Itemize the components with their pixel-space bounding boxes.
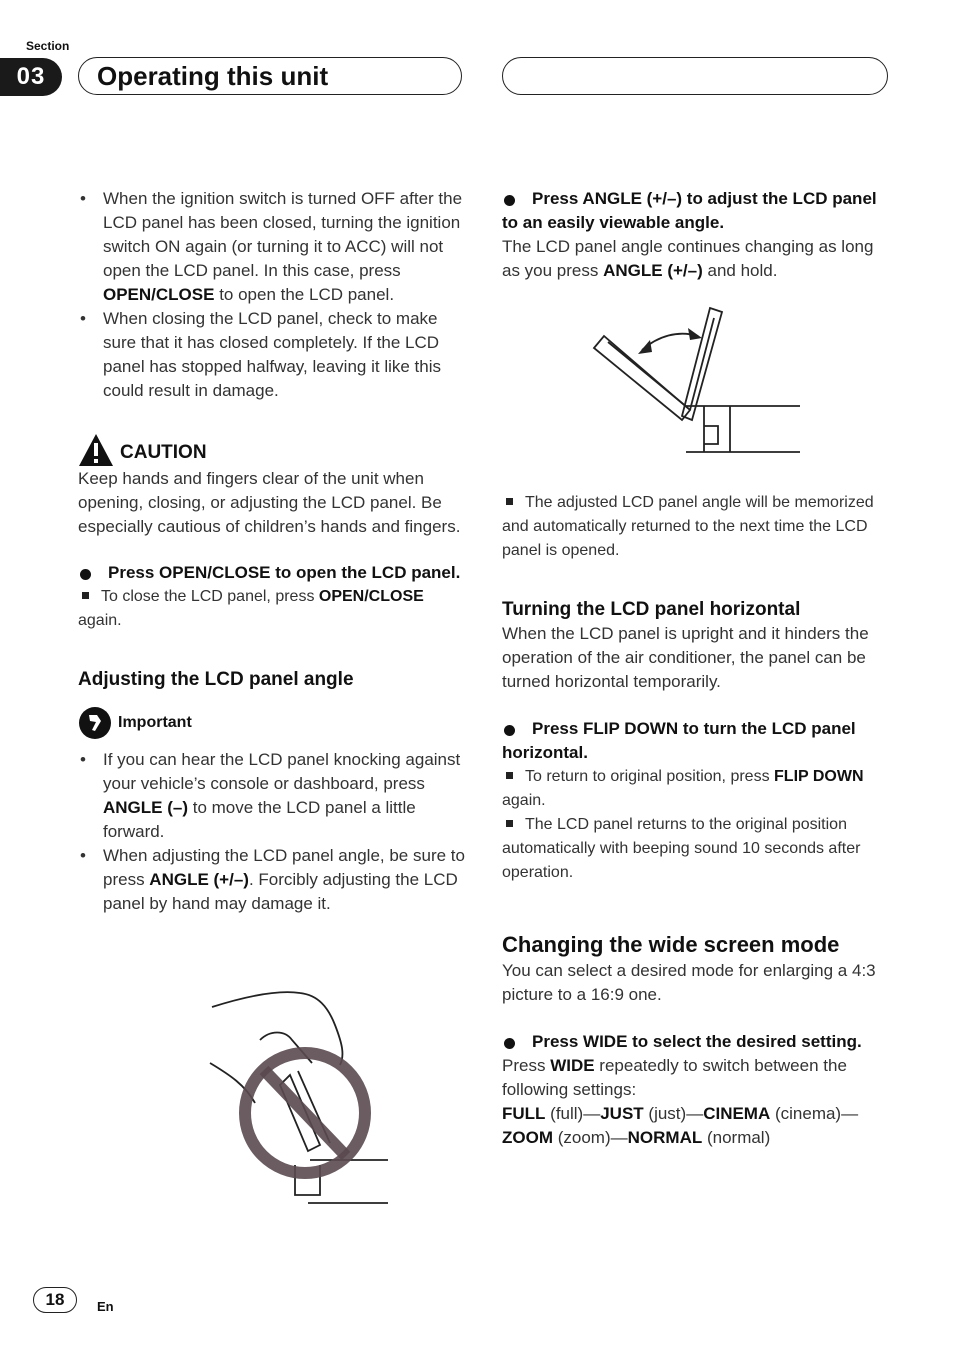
wide-press-text: Press WIDE repeatedly to switch between the following settings: [502, 1056, 847, 1099]
illustration-angle-adjust [590, 300, 810, 460]
language-label: En [97, 1299, 114, 1314]
step-bullet-icon [504, 195, 515, 206]
angle-text: The LCD panel angle continues changing as long as you press ANGLE (+/–) and hold. [502, 237, 874, 280]
heading-adjust-angle: Adjusting the LCD panel angle [78, 669, 354, 690]
left-column [78, 187, 468, 916]
illustration-prohibited-hand [200, 985, 400, 1215]
important-icon [78, 706, 112, 740]
horizontal-text: When the LCD panel is upright and it hinders the operation of the air conditioner, the panel can be turned horizontal temporarily. [502, 624, 869, 691]
caution-text: Keep hands and fingers clear of the unit when opening, closing, or adjusting the LCD panel. Be especially cautious of children’s hands and fingers. [78, 469, 461, 536]
list-item: • When adjusting the LCD panel angle, be sure to press ANGLE (+/–). Forcibly adjusting the LCD panel by hand may damage it. [78, 844, 468, 916]
square-bullet-icon [506, 820, 513, 827]
caution-heading: CAUTION [78, 433, 468, 467]
heading-wide-screen: Changing the wide screen mode [502, 932, 840, 957]
step-bullet-icon [504, 1038, 515, 1049]
list-item: • When closing the LCD panel, check to make sure that it has closed completely. If the LCD panel has stopped halfway, leaving it like this could result in damage. [78, 307, 468, 403]
bullet-list-ignition [78, 187, 468, 403]
step-bullet-icon [504, 725, 515, 736]
section-number-badge: 03 [0, 58, 62, 96]
step-flip-down: Press FLIP DOWN to turn the LCD panel horizontal. [502, 719, 856, 762]
note-close: To close the LCD panel, press OPEN/CLOSE again. [78, 588, 424, 629]
note-memorized: The adjusted LCD panel angle will be memorized and automatically returned to the next time the LCD panel is opened. [502, 494, 874, 559]
important-heading: Important [78, 706, 468, 740]
square-bullet-icon [506, 772, 513, 779]
square-bullet-icon [82, 592, 89, 599]
note-auto-return: The LCD panel returns to the original position automatically with beeping sound 10 seconds after operation. [502, 816, 861, 881]
square-bullet-icon [506, 498, 513, 505]
bullet-list-important [78, 748, 468, 916]
wide-modes: FULL (full)—JUST (just)—CINEMA (cinema)— ZOOM (zoom)—NORMAL (normal) [502, 1104, 859, 1147]
step-bullet-icon [80, 569, 91, 580]
section-label: Section [26, 39, 70, 53]
list-item: • If you can hear the LCD panel knocking against your vehicle’s console or dashboard, press ANGLE (–) to move the LCD panel a little forward. [78, 748, 468, 844]
step-open-close: Press OPEN/CLOSE to open the LCD panel. [78, 561, 468, 585]
heading-horizontal: Turning the LCD panel horizontal [502, 599, 801, 620]
page-number: 18 [33, 1287, 77, 1313]
list-item: • When the ignition switch is turned OFF after the LCD panel has been closed, turning the ignition switch ON again (or turning it to ACC) will not open the LCD panel. In this case, press OPEN/CLOSE to open the LCD panel. [78, 187, 468, 307]
step-angle: Press ANGLE (+/–) to adjust the LCD panel to an easily viewable angle. [502, 189, 877, 232]
note-return: To return to original position, press FLIP DOWN again. [502, 768, 864, 809]
step-wide: Press WIDE to select the desired setting. [502, 1030, 894, 1054]
empty-header-pill [502, 57, 888, 95]
warning-triangle-icon [78, 433, 114, 467]
wide-text: You can select a desired mode for enlarging a 4:3 picture to a 16:9 one. [502, 961, 876, 1004]
page-title: Operating this unit [78, 57, 462, 95]
